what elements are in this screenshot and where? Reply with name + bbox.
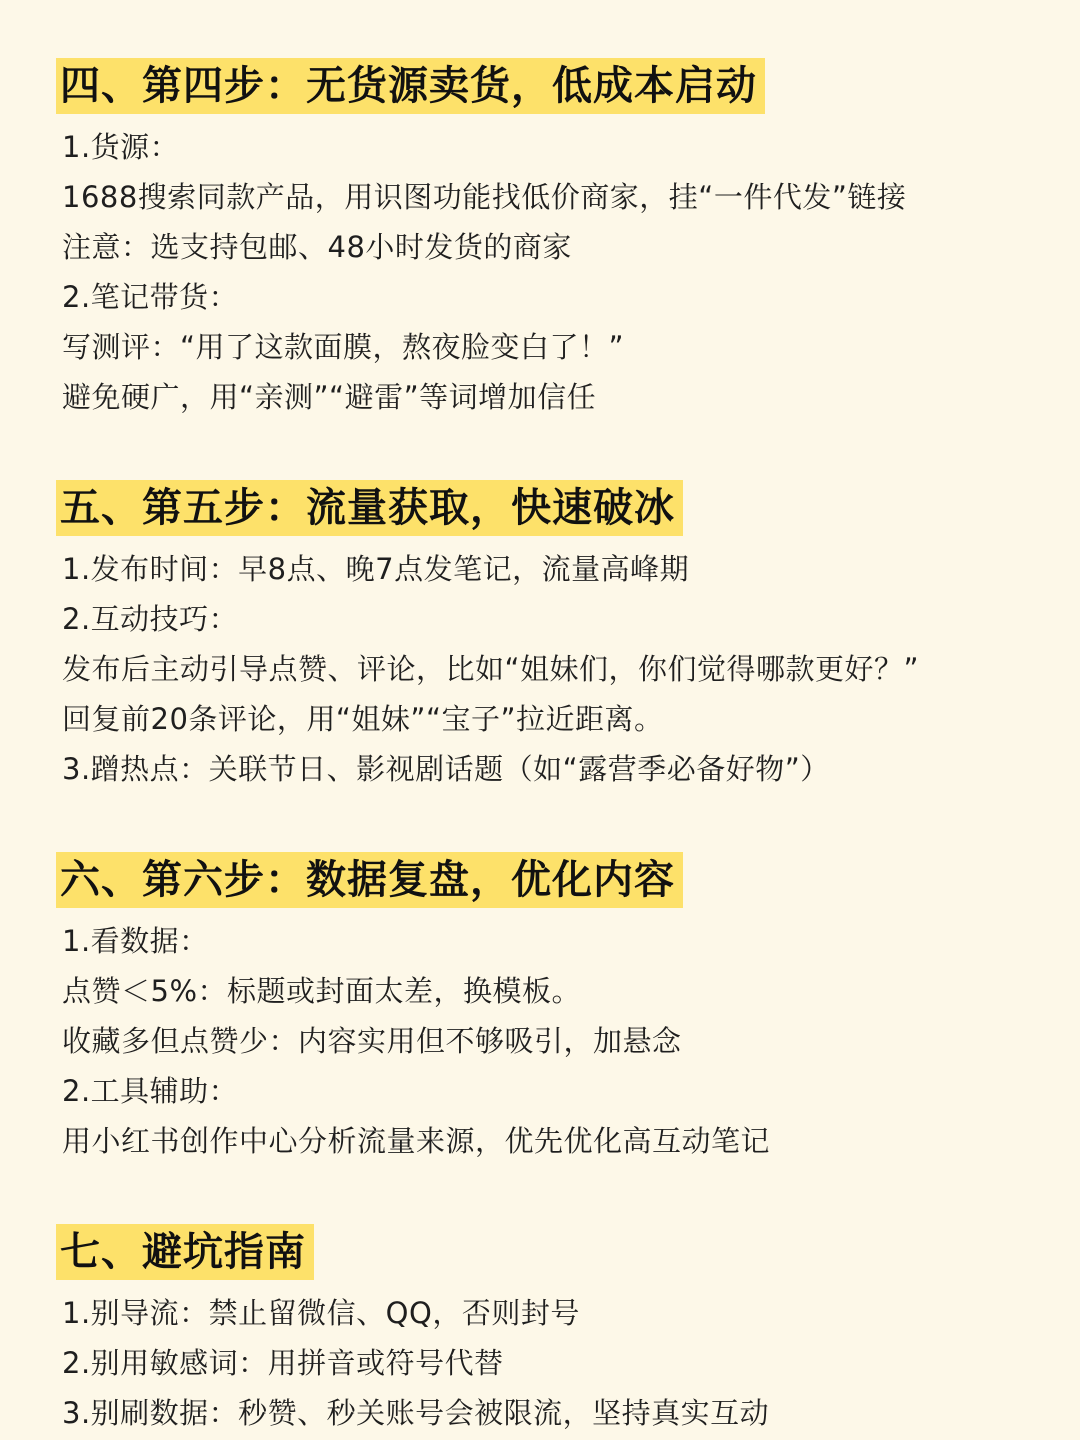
text-line: 3.别刷数据：秒赞、秒关账号会被限流，坚持真实互动 xyxy=(62,1396,770,1430)
text-line: 点赞＜5%：标题或封面太差，换模板。 xyxy=(62,974,582,1008)
text-line: 收藏多但点赞少：内容实用但不够吸引，加悬念 xyxy=(62,1024,682,1058)
section-body xyxy=(62,916,1080,1166)
section-heading: 七、避坑指南 xyxy=(56,1224,314,1280)
text-line: 1.别导流：禁止留微信、QQ，否则封号 xyxy=(62,1296,580,1330)
text-line: 2.笔记带货： xyxy=(62,280,239,314)
text-line: 发布后主动引导点赞、评论，比如“姐妹们，你们觉得哪款更好？” xyxy=(62,652,920,686)
text-line: 避免硬广，用“亲测”“避雷”等词增加信任 xyxy=(62,380,597,414)
text-line: 2.别用敏感词：用拼音或符号代替 xyxy=(62,1346,504,1380)
section-body xyxy=(62,544,1080,794)
section-heading: 四、第四步：无货源卖货，低成本启动 xyxy=(56,58,765,114)
text-line: 3.蹭热点：关联节日、影视剧话题（如“露营季必备好物”） xyxy=(62,752,830,786)
text-line: 用小红书创作中心分析流量来源，优先优化高互动笔记 xyxy=(62,1124,771,1158)
section-step-four xyxy=(62,58,1080,422)
section-step-six xyxy=(62,852,1080,1166)
text-line: 注意：选支持包邮、48小时发货的商家 xyxy=(62,230,572,264)
text-line: 2.互动技巧： xyxy=(62,602,239,636)
text-line: 写测评：“用了这款面膜，熬夜脸变白了！” xyxy=(62,330,625,364)
text-line: 1.发布时间：早8点、晚7点发笔记，流量高峰期 xyxy=(62,552,690,586)
section-step-five xyxy=(62,480,1080,794)
text-line: 1.货源： xyxy=(62,130,180,164)
text-line: 回复前20条评论，用“姐妹”“宝子”拉近距离。 xyxy=(62,702,664,736)
text-line: 1688搜索同款产品，用识图功能找低价商家，挂“一件代发”链接 xyxy=(62,180,907,214)
section-body xyxy=(62,122,1080,422)
section-body xyxy=(62,1288,1080,1438)
text-line: 2.工具辅助： xyxy=(62,1074,239,1108)
text-line: 1.看数据： xyxy=(62,924,209,958)
section-pitfall-guide xyxy=(62,1224,1080,1438)
section-heading: 五、第五步：流量获取，快速破冰 xyxy=(56,480,683,536)
section-heading: 六、第六步：数据复盘，优化内容 xyxy=(56,852,683,908)
